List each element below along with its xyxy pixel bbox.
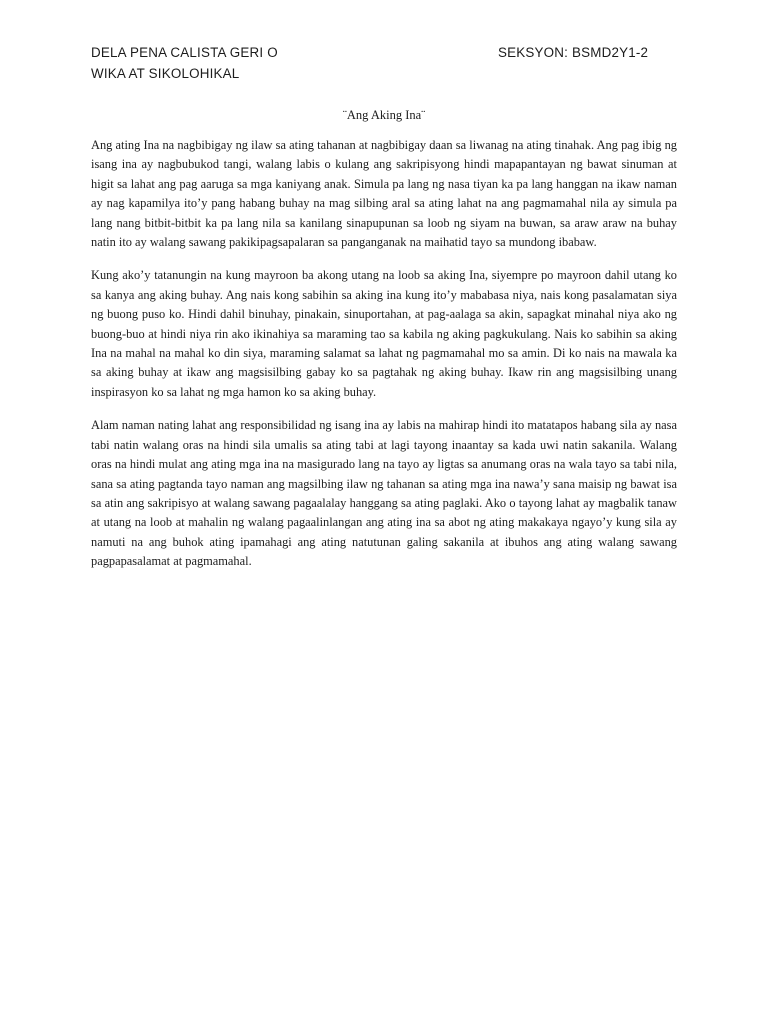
- document-title: ¨Ang Aking Ina¨: [342, 108, 426, 122]
- header-line-1: [91, 45, 661, 60]
- paragraph-1: Ang ating Ina na nagbibigay ng ilaw sa ating tahanan at nagbibigay daan sa liwanag na ating tinahak. Ang pag ibig ng isang ina ay nagbubukod tangi, walang labis o kulang ang sakripisyong hindi mapapantayan ng bawat sinuman at higit sa lahat ang pag aaruga sa mga kaniyang anak. Simula pa lang ng nasa tiyan ka pa lang hanggan na ikaw naman ay nag kapamilya ito’y pang habang buhay na mag silbing aral sa ating lahat na ang pagmamahal nila ay simula pa lang nang bitbit-bitbit ka pa lang nila sa kanilang sinapupunan sa loob ng siyam na buwan, sa araw araw na buhay natin ito ay walang sawang pakikipagsapalaran sa panganganak na maihatid tayo sa mundong ibabaw.: [91, 138, 677, 250]
- author-name: DELA PENA CALISTA GERI O: [91, 45, 278, 60]
- paragraph-2: Kung ako’y tatanungin na kung mayroon ba akong utang na loob sa aking Ina, siyempre po mayroon dahil utang ko sa kanya ang aking buhay. Ang nais kong sabihin sa aking ina kung ito’y mababasa niya, nais kong pasalamatan siya ng buong puso ko. Hindi dahil binuhay, pinakain, sinuportahan, at pag-aalaga sa akin, sapagkat minahal niya ako ng buong-buo at hindi niya rin ako ikinahiya sa maraming tao sa kabila ng aking pagkukulang. Nais ko sabihin sa aking Ina na mahal na mahal ko din siya, maraming salamat sa lahat ng pagmamahal mo sa amin. Di ko nais na mawala ka sa aking buhay at ikaw ang magsisilbing gabay ko sa pagtahak ng aking buhay. Ikaw rin ang magsisilbing unang inspirasyon ko sa lahat ng mga hamon ko sa aking buhay.: [91, 268, 677, 399]
- section-label: SEKSYON: BSMD2Y1-2: [498, 45, 649, 60]
- paragraph-3: Alam naman nating lahat ang responsibilidad ng isang ina ay labis na mahirap hindi ito matatapos habang sila ay nasa tabi natin walang oras na hindi sila umalis sa ating tabi at lagi tayong inaantay sa kada uwi natin sakanila. Walang oras na hindi mulat ang ating mga ina na masigurado lang na tayo ay ligtas sa anumang oras na wala tayo sa tabi nila, sana sa ating pagtanda tayo naman ang magsilbing ilaw ng tahanan sa ating mga ina nawa’y sana maisip ng bawat isa sa atin ang sakripisyo at walang sawang pagaalalay hanggang sa ating paglaki. Ako o tayong lahat ay magbalik tanaw at utang na loob at mahalin ng walang pagaalinlangan ang ating ina sa abot ng ating makakaya ngayo’y kung sila ay namuti na ang buhok ating ipamahagi ang ating natutunan galing sakanila at ibuhos ang ating walang sawang pagpapasalamat at pagmamahal.: [91, 418, 677, 569]
- header-line-2: [91, 66, 661, 81]
- document-body: [91, 136, 677, 586]
- subject-label: WIKA AT SIKOLOHIKAL: [91, 66, 240, 81]
